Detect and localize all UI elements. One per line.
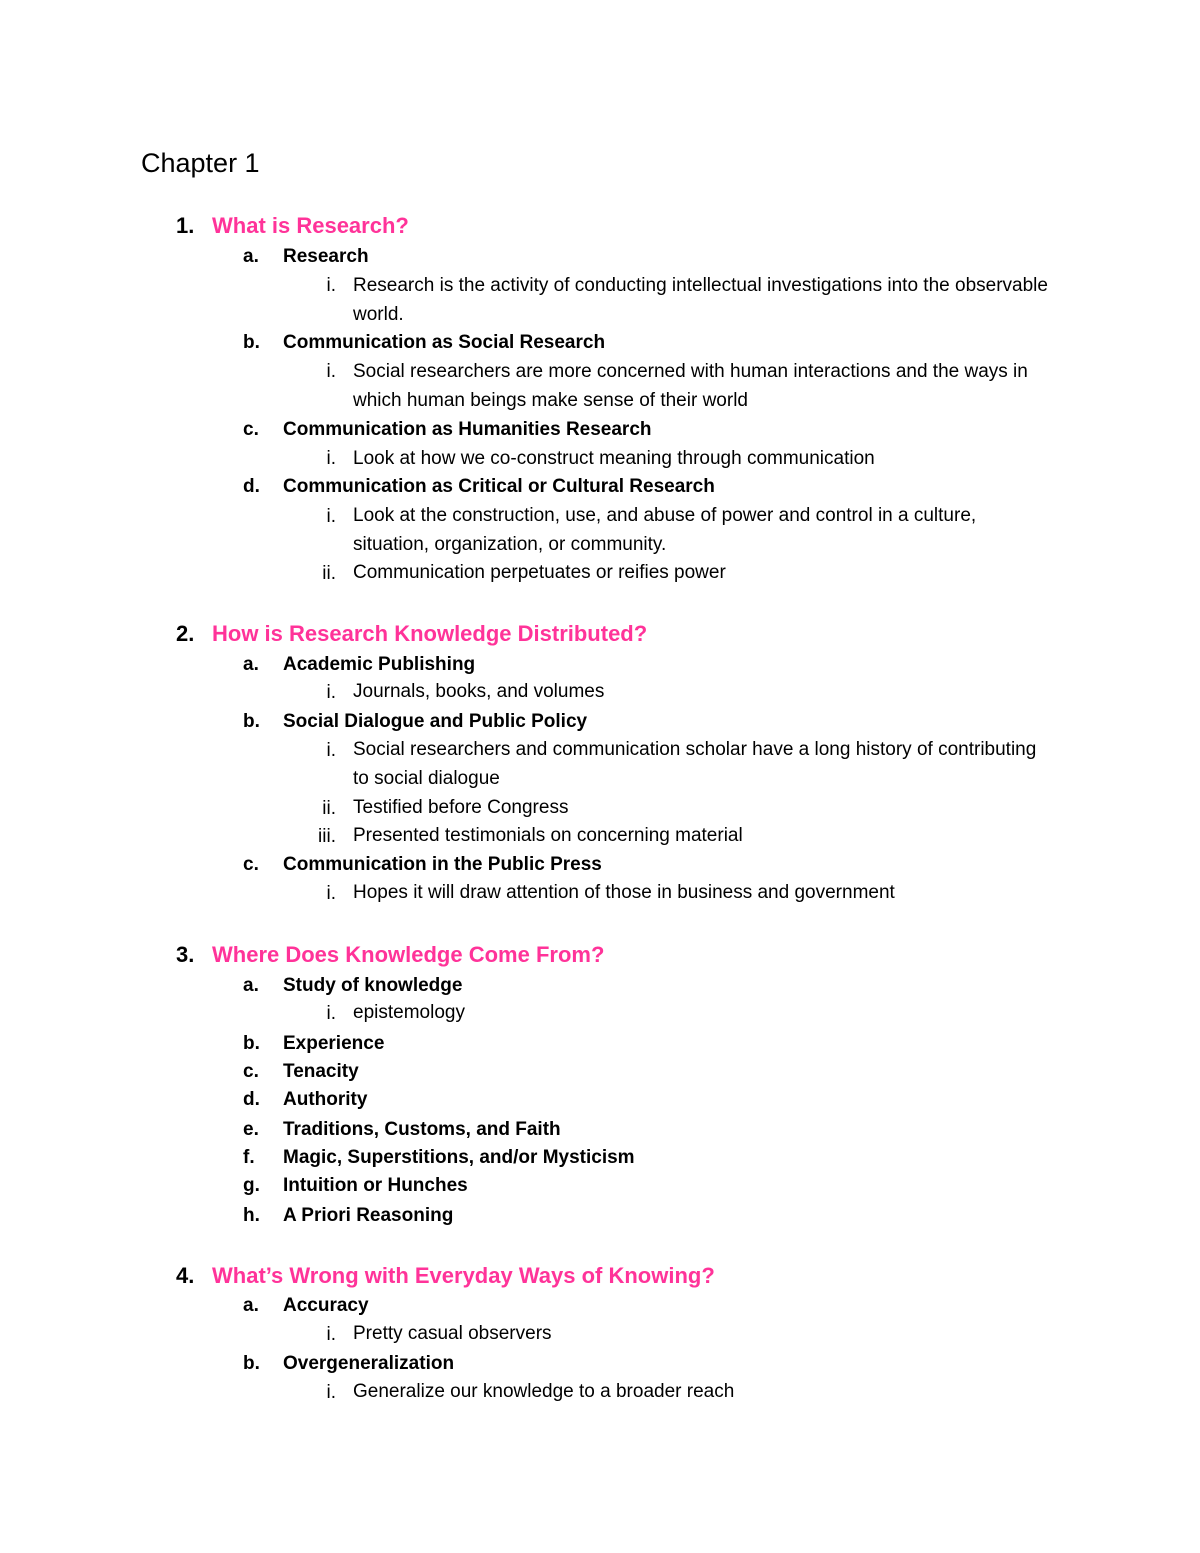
section-number: 4. — [176, 1263, 195, 1288]
list-item-text: Generalize our knowledge to a broader reach — [353, 1381, 735, 1402]
list-marker: c. — [243, 419, 259, 440]
list-marker: i. — [326, 506, 336, 527]
list-item-text: Social researchers and communication scholar have a long history of contributing to social dialogue — [353, 739, 1037, 789]
list-item-text: Hopes it will draw attention of those in business and government — [353, 882, 895, 903]
list-item-text: Look at the construction, use, and abuse of power and control in a culture, situation, organization, or community. — [353, 505, 977, 555]
list-marker: d. — [243, 1089, 260, 1110]
subheading: Communication in the Public Press — [283, 854, 602, 875]
subheading: Intuition or Hunches — [283, 1175, 468, 1196]
list-marker: a. — [243, 975, 259, 996]
list-marker: c. — [243, 854, 259, 875]
subheading: Magic, Superstitions, and/or Mysticism — [283, 1147, 635, 1168]
list-marker: i. — [326, 361, 336, 382]
list-item-text: Social researchers are more concerned with human interactions and the ways in which human beings make sense of their world — [353, 361, 1028, 411]
list-item-text: Presented testimonials on concerning material — [353, 825, 743, 846]
list-item-text: Journals, books, and volumes — [353, 681, 605, 702]
list-item-text: Pretty casual observers — [353, 1323, 552, 1344]
section-number: 3. — [176, 942, 195, 967]
subheading: Accuracy — [283, 1295, 369, 1316]
list-marker: i. — [326, 740, 336, 761]
list-marker: h. — [243, 1205, 260, 1226]
list-marker: e. — [243, 1119, 259, 1140]
section-number: 1. — [176, 213, 195, 238]
page-title: Chapter 1 — [141, 148, 260, 178]
list-marker: i. — [326, 1003, 336, 1024]
section-heading: What is Research? — [212, 213, 409, 238]
list-marker: i. — [326, 448, 336, 469]
list-marker: b. — [243, 1353, 260, 1374]
list-marker: g. — [243, 1175, 260, 1196]
subheading: Communication as Humanities Research — [283, 419, 652, 440]
list-marker: c. — [243, 1061, 259, 1082]
subheading: Academic Publishing — [283, 654, 476, 675]
section-heading: How is Research Knowledge Distributed? — [212, 621, 648, 646]
list-marker: iii. — [318, 826, 336, 847]
subheading: Experience — [283, 1033, 385, 1054]
list-item-text: Communication perpetuates or reifies power — [353, 562, 726, 583]
subheading: Tenacity — [283, 1061, 359, 1082]
subheading: Authority — [283, 1089, 368, 1110]
list-item-text: Testified before Congress — [353, 797, 569, 818]
subheading: Overgeneralization — [283, 1353, 455, 1374]
subheading: Research — [283, 246, 369, 267]
section-number: 2. — [176, 621, 195, 646]
subheading: Communication as Social Research — [283, 332, 606, 353]
list-marker: i. — [326, 1324, 336, 1345]
list-marker: ii. — [322, 798, 336, 819]
list-marker: b. — [243, 711, 260, 732]
list-item-text: Research is the activity of conducting intellectual investigations into the observable world. — [353, 275, 1048, 325]
list-marker: f. — [243, 1147, 255, 1168]
list-marker: b. — [243, 1033, 260, 1054]
subheading: Communication as Critical or Cultural Research — [283, 476, 715, 497]
list-marker: a. — [243, 246, 259, 267]
list-marker: d. — [243, 476, 260, 497]
section-heading: Where Does Knowledge Come From? — [212, 942, 605, 967]
list-marker: a. — [243, 1295, 259, 1316]
subheading: Social Dialogue and Public Policy — [283, 711, 588, 732]
list-item-text: epistemology — [353, 1002, 465, 1023]
list-marker: i. — [326, 883, 336, 904]
subheading: Study of knowledge — [283, 975, 463, 996]
list-marker: i. — [326, 275, 336, 296]
section-heading: What’s Wrong with Everyday Ways of Knowing? — [212, 1263, 715, 1288]
list-marker: i. — [326, 682, 336, 703]
subheading: A Priori Reasoning — [283, 1205, 454, 1226]
subheading: Traditions, Customs, and Faith — [283, 1119, 561, 1140]
list-marker: a. — [243, 654, 259, 675]
list-marker: i. — [326, 1382, 336, 1403]
list-marker: ii. — [322, 563, 336, 584]
list-marker: b. — [243, 332, 260, 353]
list-item-text: Look at how we co-construct meaning through communication — [353, 448, 875, 469]
